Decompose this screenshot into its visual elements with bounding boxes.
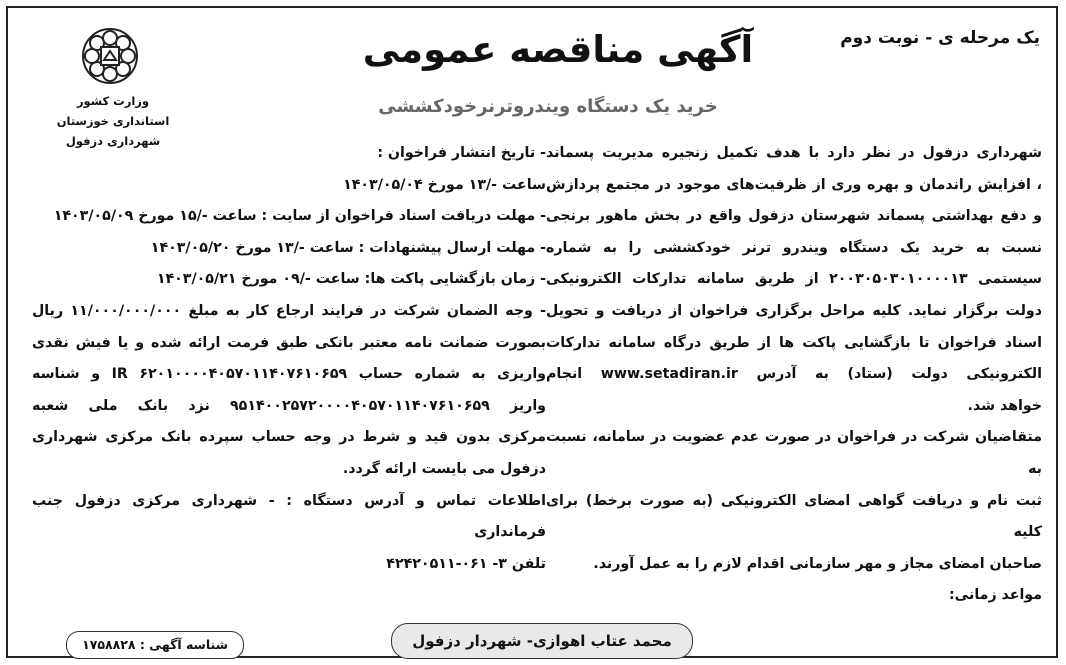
schedule-line: واریز ۹۵۱۴۰۰۲۵۷۲۰۰۰۰۴۰۵۷۰۱۱۴۰۷۶۱۰۶۵۹ نزد بانک ملی شعبه (32, 397, 546, 414)
body-line: اسناد فراخوان تا بازگشایی پاکت ها از طریق درگاه سامانه تدارکات (546, 334, 1042, 351)
body-line: دولت برگزار نماید. کلیه مراحل برگزاری فراخوان از دریافت و تحویل (546, 302, 1042, 319)
municipality-label: شهرداری دزفول (65, 134, 161, 148)
ad-id-box: شناسه آگهی : ۱۷۵۸۸۲۸ (66, 631, 244, 659)
schedule-line: - زمان بازگشایی پاکت ها: ساعت -/۰۹ مورخ ۱۴۰۳/۰۵/۲۱ (156, 271, 546, 288)
ministry-label: وزارت کشور (76, 94, 150, 108)
body-line: شهرداری دزفول در نظر دارد با هدف تکمیل زنجیره مدیریت پسماند (546, 145, 1042, 161)
notice-body-right (546, 138, 1042, 612)
body-line: ، افزایش راندمان و بهره وری از ظرفیت‌های موجود در مجتمع پردازش (546, 176, 1042, 193)
contact-line: اطلاعات تماس و آدرس دستگاه : - شهرداری مرکزی دزفول جنب فرمانداری (32, 492, 546, 541)
body-line: الکترونیکی دولت (ستاد) به آدرس www.setadiran.ir انجام (546, 366, 1042, 383)
schedule-line: بصورت ضمانت نامه معتبر بانکی طبق فرمت ارائه شده و یا فیش نقدی (32, 334, 546, 351)
body-line: و دفع بهداشتی پسماند شهرستان دزفول واقع در بخش ماهور برنجی (546, 208, 1042, 225)
body-line: متقاضیان شرکت در فراخوان در صورت عدم عضویت در سامانه، نسبت به (546, 429, 1042, 477)
notice-subtitle: خرید یک دستگاه ویندروترنرخودکششی (378, 96, 718, 117)
signature-box: محمد عتاب اهوازی- شهردار دزفول (391, 623, 693, 659)
schedule-line: واریزی به شماره حساب IR ۶۲۰۱۰۰۰۰۴۰۵۷۰۱۱۴۰۷۶۱۰۶۵۹ و شناسه (32, 366, 547, 383)
schedule-line: - مهلت دریافت اسناد فراخوان از سایت : ساعت -/۱۵ مورخ ۱۴۰۳/۰۵/۰۹ (53, 208, 546, 225)
schedule-line: دزفول می بایست ارائه گردد. (342, 460, 546, 477)
schedule-line: - وجه الضمان شرکت در فرایند ارجاع کار به مبلغ ۱۱/۰۰۰/۰۰۰/۰۰۰ ریال (32, 302, 546, 319)
body-line: نسبت به خرید یک دستگاه ویندرو ترنر خودکششی را به شماره (546, 239, 1042, 256)
schedule-line: مرکزی بدون قید و شرط در وجه حساب سپرده بانک مرکزی شهرداری (32, 429, 546, 446)
governorate-label: استانداری خوزستان (56, 114, 170, 128)
municipality-emblem-icon (78, 24, 142, 88)
notice-body-left (32, 138, 546, 580)
body-line: ثبت نام و دریافت گواهی امضای الکترونیکی (به صورت برخط) برای کلیه (546, 492, 1042, 541)
body-line: صاحبان امضای مجاز و مهر سازمانی اقدام لازم را به عمل آورند. (593, 555, 1042, 572)
schedule-line: - تاریخ انتشار فراخوان : (377, 145, 546, 161)
deadlines-heading: مواعد زمانی: (948, 587, 1042, 604)
stage-label: یک مرحله ی - نوبت دوم (840, 28, 1040, 48)
schedule-line: ساعت -/۱۳ مورخ ۱۴۰۳/۰۵/۰۴ (343, 176, 546, 193)
schedule-line: - مهلت ارسال پیشنهادات : ساعت -/۱۳ مورخ ۱۴۰۳/۰۵/۲۰ (150, 239, 546, 256)
body-line: سیستمی ۲۰۰۳۰۵۰۳۰۱۰۰۰۰۱۳ از طریق سامانه تدارکات الکترونیکی (546, 271, 1043, 288)
notice-title: آگهی مناقصه عمومی (362, 28, 754, 71)
body-line: خواهد شد. (967, 397, 1042, 414)
phone-line: تلفن ۳- ۰۶۱-۴۲۴۲۰۵۱۱ (386, 555, 546, 572)
tender-notice (6, 6, 1058, 658)
